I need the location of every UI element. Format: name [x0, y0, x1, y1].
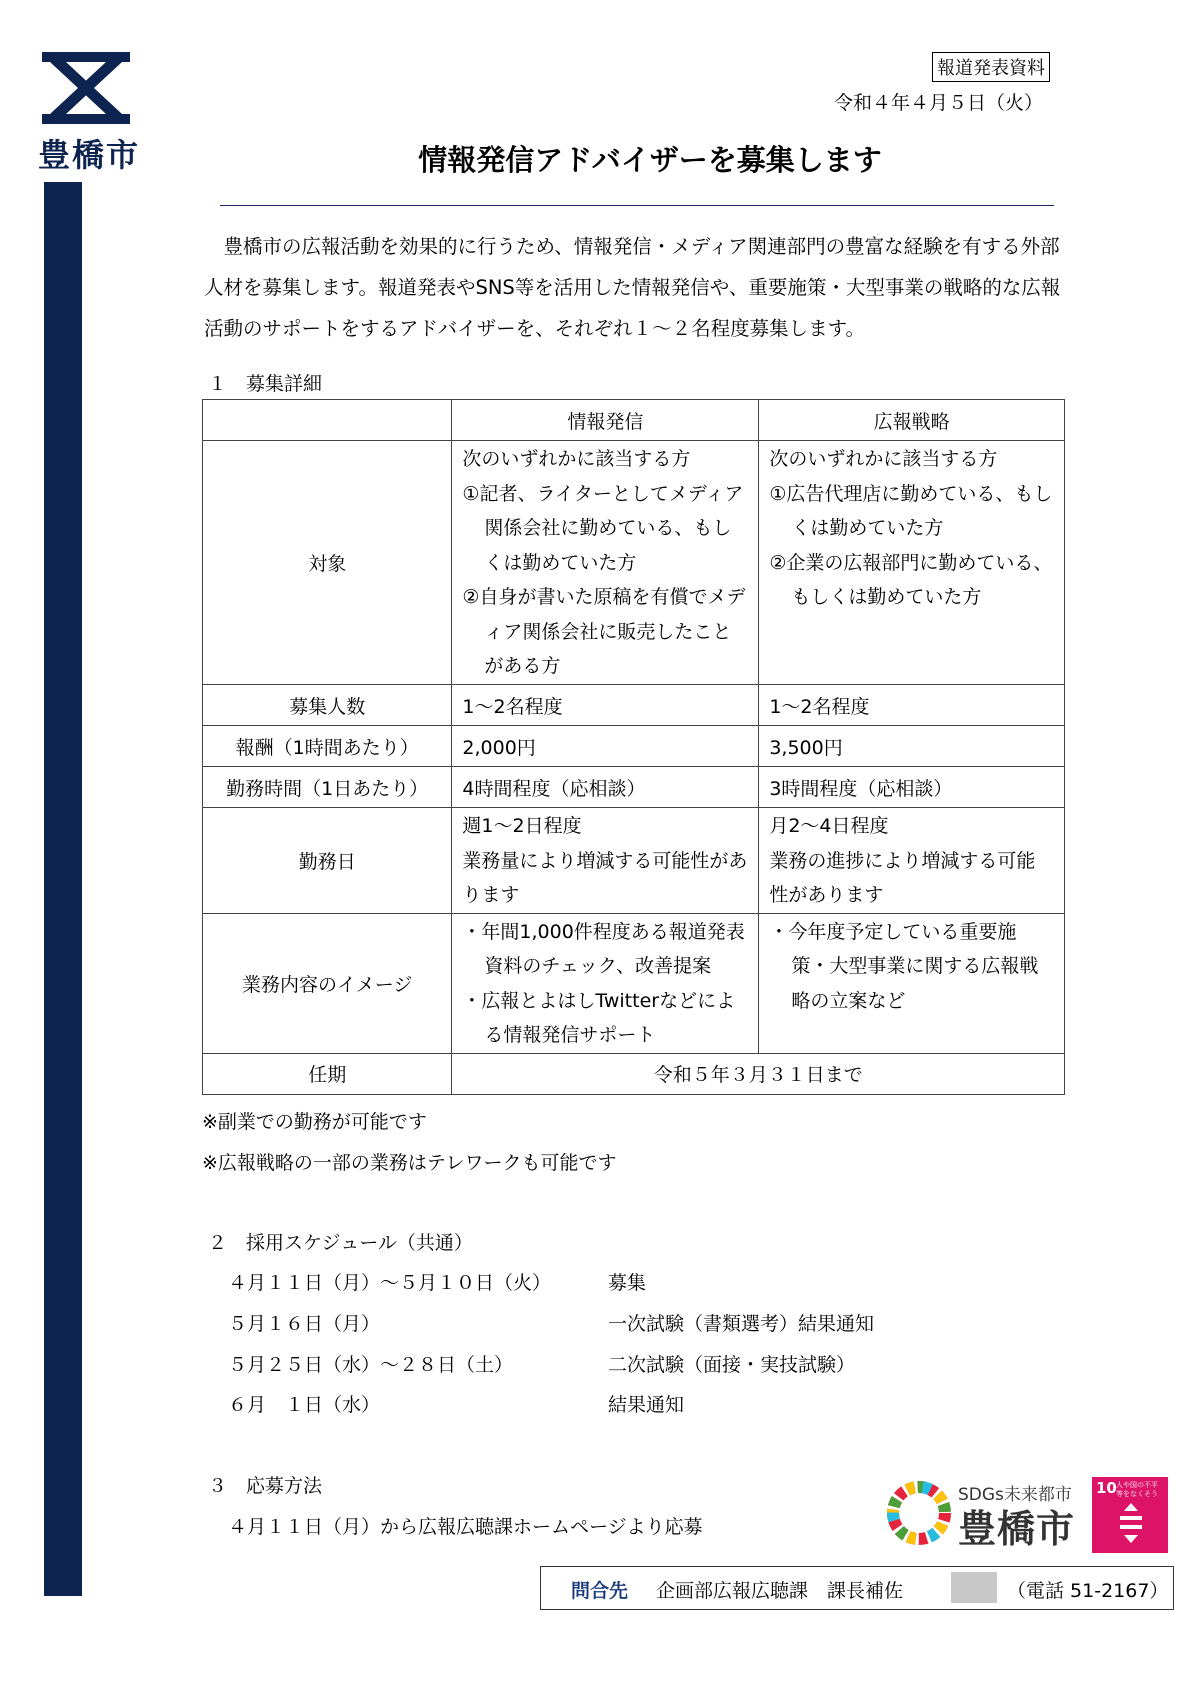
city-emblem-icon [42, 52, 130, 124]
target-info-cell [452, 441, 759, 685]
row-label: 勤務時間（1日あたり） [203, 767, 452, 808]
goal-label: 人や国の不平等をなくそう [1116, 1481, 1158, 1498]
schedule-date: ６月 １日（水） [228, 1394, 381, 1416]
city-logo-text: 豊橋市 [38, 136, 141, 174]
contact-heading: 問合先 [571, 1580, 629, 1602]
schedule-date: ５月２５日（水）～２８日（土） [228, 1354, 514, 1376]
equality-icon [1116, 1503, 1146, 1543]
workdays-strategy-cell [759, 808, 1065, 914]
row-label: 報酬（1時間あたり） [203, 726, 452, 767]
sdgs-wheel-icon [886, 1480, 952, 1546]
schedule-event: 結果通知 [608, 1394, 685, 1416]
cell-text: 1～2名程度 [452, 685, 759, 726]
cell-text: ・今年度予定している重要施策・大型事業に関する広報戦略の立案など [769, 920, 1039, 1012]
table-row-workdays [203, 808, 1065, 914]
row-label: 任期 [203, 1053, 452, 1094]
note-telework: ※広報戦略の一部の業務はテレワークも可能です [202, 1152, 617, 1174]
row-label: 募集人数 [203, 685, 452, 726]
cell-text: ・年間1,000件程度ある報道発表資料のチェック、改善提案 [462, 920, 745, 977]
page-title: 情報発信アドバイザーを募集します [418, 143, 882, 177]
cell-text: ①広告代理店に勤めている、もしくは勤めていた方 [769, 482, 1053, 539]
table-row-duties [203, 913, 1065, 1053]
sdgs-caption: SDGs未来都市 [958, 1485, 1072, 1505]
cell-text: 4時間程度（応相談） [452, 767, 759, 808]
schedule-date: ５月１６日（月） [228, 1313, 381, 1335]
table-row-target [203, 441, 1065, 685]
title-divider [220, 205, 1054, 206]
goal-number: 10 [1096, 1479, 1117, 1497]
column-header-strategy: 広報戦略 [759, 400, 1065, 441]
table-corner-cell [203, 400, 452, 441]
table-row-hours [203, 767, 1065, 808]
target-strategy-cell [759, 441, 1065, 685]
cell-text: 月2～4日程度 [769, 815, 889, 837]
sdgs-city-name: 豊橋市 [958, 1507, 1076, 1551]
table-row-headcount [203, 685, 1065, 726]
contact-box [540, 1566, 1174, 1610]
section-2-heading: ２ 採用スケジュール（共通） [208, 1232, 473, 1254]
redacted-name [951, 1572, 997, 1603]
sdg-goal-10-badge [1092, 1477, 1168, 1553]
schedule-event: 二次試験（面接・実技試験） [608, 1354, 856, 1376]
cell-text: ②企業の広報部門に勤めている、もしくは勤めていた方 [769, 551, 1053, 608]
workdays-info-cell [452, 808, 759, 914]
table-header-row [203, 400, 1065, 441]
duties-strategy-cell [759, 913, 1065, 1053]
duties-info-cell [452, 913, 759, 1053]
column-header-info: 情報発信 [452, 400, 759, 441]
apply-method-text: ４月１１日（月）から広報広聴課ホームページより応募 [228, 1516, 703, 1538]
schedule-date: ４月１１日（月）～５月１０日（火） [228, 1272, 552, 1294]
schedule-event: 一次試験（書類選考）結果通知 [608, 1313, 875, 1335]
cell-text: 3時間程度（応相談） [759, 767, 1065, 808]
cell-text: 次のいずれかに該当する方 [462, 448, 691, 470]
table-row-term [203, 1053, 1065, 1094]
cell-text: 1～2名程度 [759, 685, 1065, 726]
recruitment-detail-table [202, 399, 1065, 1095]
release-date: 令和４年４月５日（火） [834, 92, 1044, 114]
term-value: 令和５年３月３１日まで [452, 1053, 1065, 1094]
row-label: 対象 [203, 441, 452, 685]
cell-text: ・広報とよはしTwitterなどによる情報発信サポート [462, 989, 736, 1046]
note-side-job: ※副業での勤務が可能です [202, 1111, 427, 1133]
contact-phone: （電話 51-2167） [1007, 1580, 1169, 1602]
row-label: 勤務日 [203, 808, 452, 914]
section-3-heading: ３ 応募方法 [208, 1475, 323, 1497]
table-row-pay [203, 726, 1065, 767]
cell-text: 業務の進捗により増減する可能性があります [769, 849, 1036, 906]
cell-text: 週1～2日程度 [462, 815, 582, 837]
section-1-heading: １ 募集詳細 [208, 373, 323, 395]
contact-department: 企画部広報広聴課 課長補佐 [656, 1580, 904, 1602]
cell-text: 次のいずれかに該当する方 [769, 448, 998, 470]
cell-text: 業務量により増減する可能性があります [462, 849, 748, 906]
cell-text: 2,000円 [452, 726, 759, 767]
side-decoration-bar [44, 182, 82, 1596]
cell-text: 3,500円 [759, 726, 1065, 767]
cell-text: ①記者、ライターとしてメディア関係会社に勤めている、もしくは勤めていた方 [462, 482, 744, 574]
press-release-badge: 報道発表資料 [932, 52, 1050, 82]
intro-paragraph: 豊橋市の広報活動を効果的に行うため、情報発信・メディア関連部門の豊富な経験を有する外部人材を募集します。報道発表やSNS等を活用した情報発信や、重要施策・大型事業の戦略的な広報活動のサポートをするアドバイザーを、それぞれ１～２名程度募集します。 [204, 235, 1061, 340]
row-label: 業務内容のイメージ [203, 913, 452, 1053]
cell-text: ②自身が書いた原稿を有償でメディア関係会社に販売したことがある方 [462, 586, 746, 677]
schedule-event: 募集 [608, 1272, 647, 1294]
